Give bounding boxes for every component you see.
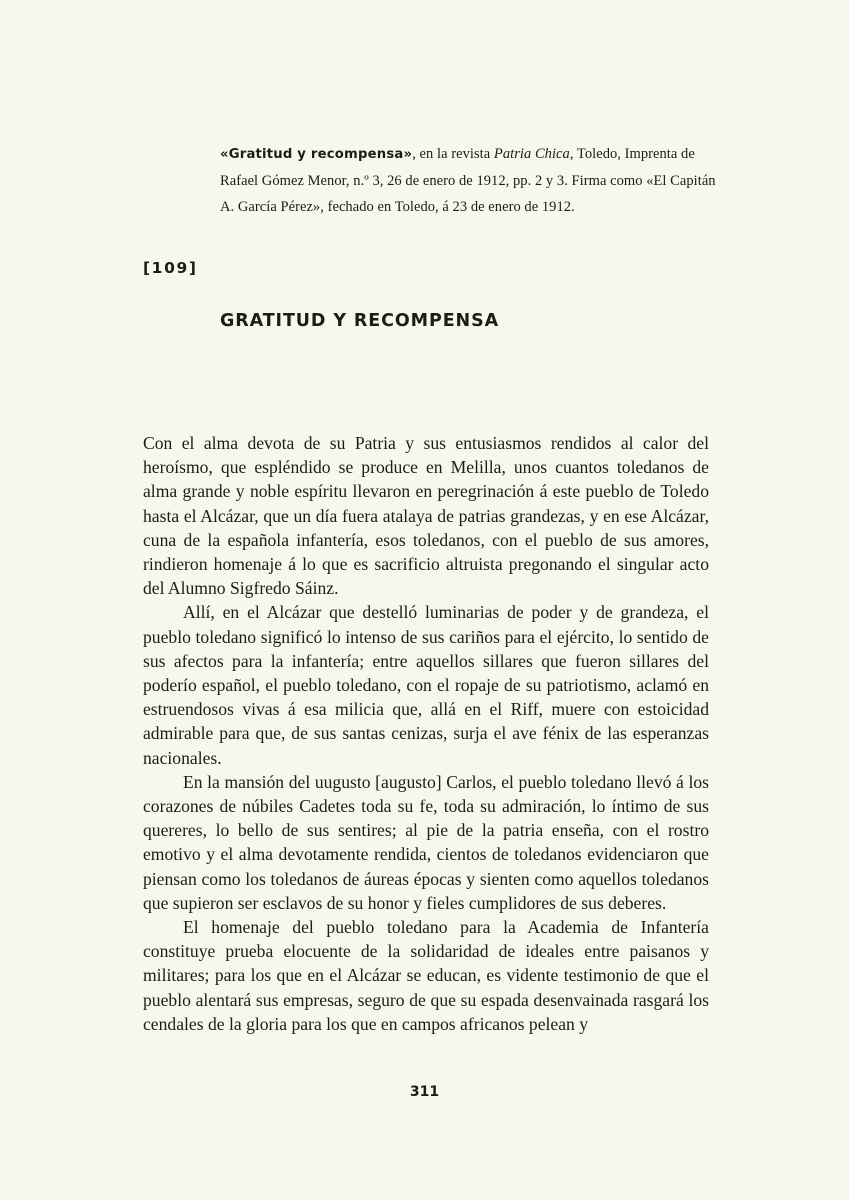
page-title: GRATITUD Y RECOMPENSA (220, 311, 500, 331)
source-note (220, 141, 720, 220)
paragraph: El homenaje del pueblo toledano para la Academia de Infantería constituye prueba elocuente de la solidaridad de ideales entre paisanos y militares; para los que en el Alcázar se educan, es vidente testimonio de que el pueblo alentará sus empresas, seguro de que su espada desenvainada rasgará los cendales de la gloria para los que en campos africanos pelean y (143, 917, 709, 1034)
paragraph: En la mansión del uugusto [augusto] Carlos, el pueblo toledano llevó á los corazones de núbiles Cadetes toda su fe, toda su admiración, lo íntimo de sus quereres, lo bello de sus sentires; al pie de la patria enseña, con el rostro emotivo y el alma devotamente rendida, cientos de toledanos evidenciaron que piensan como los toledanos de áureas épocas y sienten como aquellos toledanos que supieron ser esclavos de su honor y fieles cumplidores de sus deberes. (143, 771, 709, 913)
paragraph: Con el alma devota de su Patria y sus entusiasmos rendidos al calor del heroísmo, que espléndido se produce en Melilla, unos cuantos toledanos de alma grande y noble espíritu llevaron en peregrinación á este pueblo de Toledo hasta el Alcázar, que un día fuera atalaya de patrias grandezas, y en ese Alcázar, cuna de la española infantería, esos toledanos, con el pueblo de sus amores, rindieron homenaje á lo que es sacrificio altruista pregonando el singular acto del Alumno Sigfredo Sáinz. (143, 433, 709, 599)
source-note-text: , en la revista (412, 146, 494, 162)
journal-name: Patria Chica (493, 146, 570, 162)
source-note-title: «Gratitud y recompensa» (220, 147, 413, 162)
page-number: 311 (409, 1084, 440, 1100)
paragraph: Allí, en el Alcázar que destelló luminarias de poder y de grandeza, el pueblo toledano significó lo intenso de sus cariños para el ejército, lo sentido de sus afectos para la infantería; entre aquellos sillares que fueron sillares del poderío español, el pueblo toledano, con el ropaje de su patriotismo, aclamó en estruendosos vivas á esa milicia que, allá en el Riff, muere con estoicidad admirable para que, de sus santas cenizas, surja el ave fénix de las esperanzas nacionales. (143, 602, 709, 768)
source-note-details: , Toledo, Imprenta de Rafael Gómez Menor, n.º 3, 26 de enero de 1912, pp. 2 y 3. Firma como «El Capitán A. García Pérez», fechado en Toledo, á 23 de enero de 1912. (220, 146, 716, 215)
document-number: [109] (143, 259, 198, 277)
body-text (143, 431, 709, 1036)
